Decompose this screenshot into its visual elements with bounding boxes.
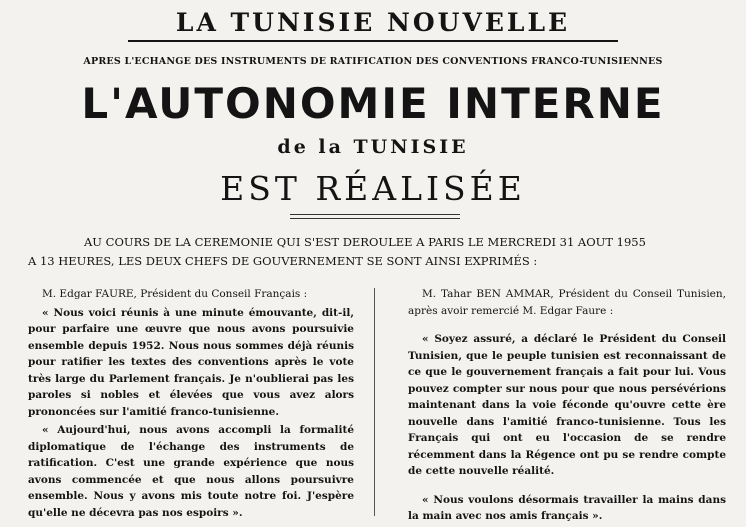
headline-rule-bottom [290,218,460,219]
left-paragraph-1 [28,305,354,421]
intro-line-1: AU COURS DE LA CEREMONIE QUI S'EST DEROULEE A PARIS LE MERCREDI 31 AOUT 1955 [84,235,646,249]
right-paragraph-1 [408,331,726,480]
intro-line-2: A 13 HEURES, LES DEUX CHEFS DE GOUVERNEMENT SE SONT AINSI EXPRIMÉS : [28,254,538,268]
left-paragraph-2 [28,422,354,521]
right-paragraph-2 [408,492,726,525]
left-speaker: M. Edgar FAURE, Président du Conseil Français : [42,288,308,300]
right-paragraph-1-text: « Soyez assuré, a déclaré le Président du Conseil Tunisien, que le peuple tunisien est reconnaissant de ce que le gouvernement français a fait pour lui. Vous pouvez compter sur nous pour que nous persévérions maintenant dans la voie féconde qu'ouvre cette ère nouvelle dans l'amitié franco-tunisienne. Tous les Français qui ont eu l'occasion de se rendre récemment dans la Régence ont pu se rendre compte de cette nouvelle réalité. [408,333,726,477]
left-paragraph-1-text: « Nous voici réunis à une minute émouvante, dit-il, pour parfaire une œuvre que nous avons poursuivie ensemble depuis 1952. Nous nous sommes déjà réunis pour ratifier les textes des conventions après le vote très large du Parlement français. Je n'oublierai pas les paroles si nobles et élevées que vous avez alors prononcées sur l'amitié franco-tunisienne. [28,306,354,418]
masthead: LA TUNISIE NOUVELLE [175,8,571,37]
right-spacer [408,321,726,331]
masthead-underline [128,40,618,42]
right-paragraph-2-text: « Nous voulons désormais travailler la mains dans la main avec nos amis français ». [408,493,726,522]
right-column [408,286,726,527]
headline-rule-top [290,214,460,215]
headline-main: L'AUTONOMIE INTERNE [81,79,665,128]
right-speaker: M. Tahar BEN AMMAR, Président du Conseil Tunisien, après avoir remercié M. Edgar Faure : [408,288,726,317]
left-paragraph-2-text: « Aujourd'hui, nous avons accompli la formalité diplomatique de l'échange des instruments de ratification. C'est une grande expérience que nous avons commencée et que nous allons poursuivre ensemble. Nous y avons mis toute notre foi. J'espère qu'elle ne décevra pas nos espoirs ». [28,424,354,519]
column-divider [374,288,375,516]
left-column [28,286,354,523]
headline-secondary: de la TUNISIE [277,136,469,158]
headline-tertiary: EST RÉALISÉE [220,169,526,208]
subheading: APRES L'ECHANGE DES INSTRUMENTS DE RATIFICATION DES CONVENTIONS FRANCO-TUNISIENNES [83,56,663,67]
right-spacer-2 [408,482,726,492]
intro-text [28,233,728,271]
